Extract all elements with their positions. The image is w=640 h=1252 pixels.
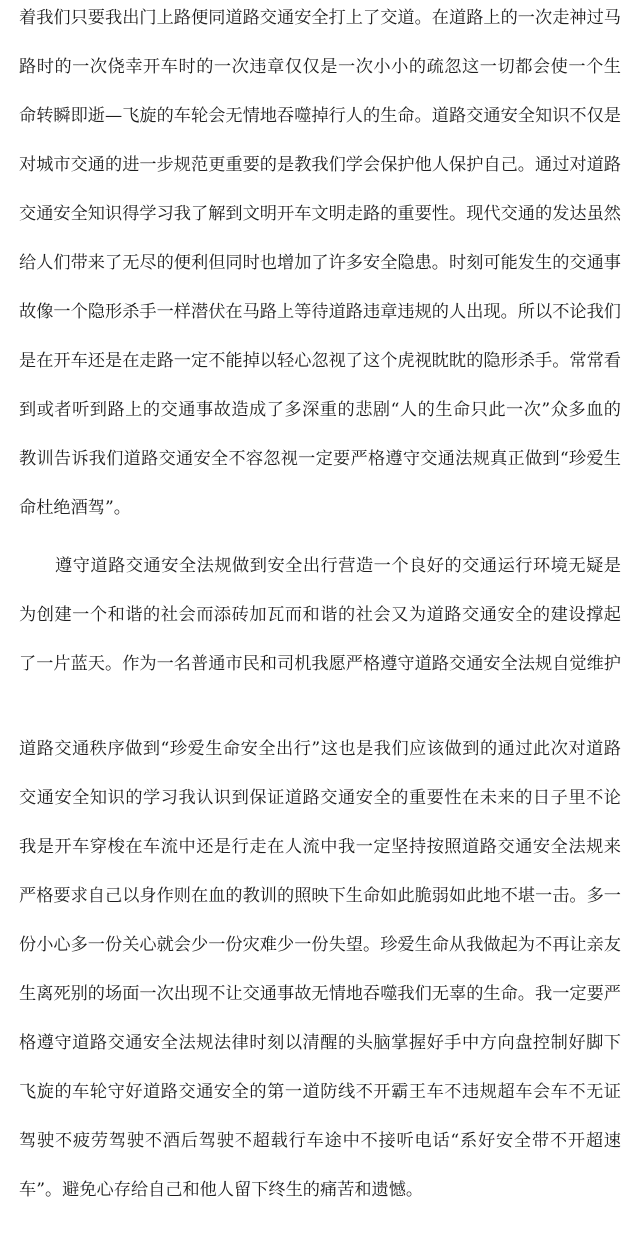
text-line: 命杜绝酒驾”。 [19, 498, 131, 518]
text-line: 命转瞬即逝—飞旋的车轮会无情地吞噬掉行人的生命。道路交通安全知识不仅是 [19, 106, 621, 126]
text-line: 交通安全知识得学习我了解到文明开车文明走路的重要性。现代交通的发达虽然 [19, 204, 621, 224]
text-line: 生离死别的场面一次出现不让交通事故无情地吞噬我们无辜的生命。我一定要严 [19, 984, 621, 1004]
text-line: 我是开车穿梭在车流中还是行走在人流中我一定坚持按照道路交通安全法规来 [19, 837, 621, 857]
text-line: 了一片蓝天。作为一名普通市民和司机我愿严格遵守道路交通安全法规自觉维护 [19, 654, 621, 674]
text-line: 遵守道路交通安全法规做到安全出行营造一个良好的交通运行环境无疑是 [55, 556, 621, 576]
text-line: 是在开车还是在走路一定不能掉以轻心忽视了这个虎视眈眈的隐形杀手。常常看 [19, 351, 621, 371]
text-line: 驾驶不疲劳驾驶不酒后驾驶不超载行车途中不接听电话“系好安全带不开超速 [19, 1131, 621, 1151]
text-line: 着我们只要我出门上路便同道路交通安全打上了交道。在道路上的一次走神过马 [19, 8, 621, 28]
text-line: 飞旋的车轮守好道路交通安全的第一道防线不开霸王车不违规超车会车不无证 [19, 1082, 621, 1102]
text-line: 为创建一个和谐的社会而添砖加瓦而和谐的社会又为道路交通安全的建设撑起 [19, 605, 621, 625]
text-line: 格遵守道路交通安全法规法律时刻以清醒的头脑掌握好手中方向盘控制好脚下 [19, 1033, 621, 1053]
text-line: 份小心多一份关心就会少一份灾难少一份失望。珍爱生命从我做起为不再让亲友 [19, 935, 621, 955]
text-line: 路时的一次侥幸开车时的一次违章仅仅是一次小小的疏忽这一切都会使一个生 [19, 57, 621, 77]
text-line: 故像一个隐形杀手一样潜伏在马路上等待道路违章违规的人出现。所以不论我们 [19, 302, 621, 322]
text-line: 到或者听到路上的交通事故造成了多深重的悲剧“人的生命只此一次”众多血的 [19, 400, 621, 420]
text-line: 严格要求自己以身作则在血的教训的照映下生命如此脆弱如此地不堪一击。多一 [19, 886, 621, 906]
text-line: 教训告诉我们道路交通安全不容忽视一定要严格遵守交通法规真正做到“珍爱生 [19, 449, 621, 469]
text-line: 交通安全知识的学习我认识到保证道路交通安全的重要性在未来的日子里不论 [19, 788, 621, 808]
text-line: 对城市交通的进一步规范更重要的是教我们学会保护他人保护自己。通过对道路 [19, 155, 621, 175]
text-line: 车”。避免心存给自己和他人留下终生的痛苦和遗憾。 [19, 1180, 424, 1200]
text-line: 道路交通秩序做到“珍爱生命安全出行”这也是我们应该做到的通过此次对道路 [19, 739, 621, 759]
text-line: 给人们带来了无尽的便利但同时也增加了许多安全隐患。时刻可能发生的交通事 [19, 253, 621, 273]
